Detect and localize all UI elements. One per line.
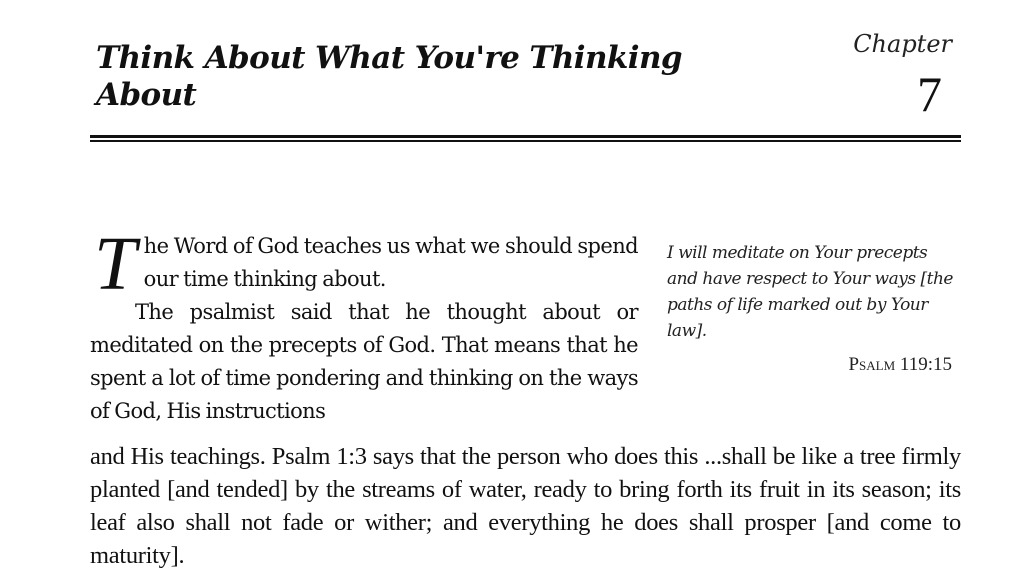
chapter-title: Think About What You're Thinking About (96, 40, 682, 113)
sidebar-quote: I will meditate on Your precepts and have respect to Your ways [the paths of life marked out by Your law]. (667, 243, 953, 341)
opening-paragraph-text: he Word of God teaches us what we should spend our time thinking about. (143, 234, 638, 291)
header-rule-thick (90, 135, 961, 138)
quote-reference-verse: 119:15 (899, 354, 952, 375)
drop-cap: T (94, 222, 136, 306)
header-rule-thin (90, 140, 961, 142)
chapter-label: Chapter (853, 30, 952, 58)
full-width-text (90, 440, 961, 572)
quote-reference-book: Psalm (848, 354, 896, 375)
quote-reference (848, 353, 952, 377)
opening-paragraph (90, 222, 638, 306)
chapter-number: 7 (917, 66, 942, 122)
second-paragraph-continuation: and His teachings. Psalm 1:3 says that the person who does this ...shall be like a tree firmly planted [and tended] by the streams of water, ready to bring forth its fruit in its season; its leaf also shall not fade or wither; and everything he does shall prosper [and come to maturity]. (90, 443, 961, 569)
second-paragraph-column-part: The psalmist said that he thought about or meditated on the precepts of God. That means that he spent a lot of time pondering and thinking on the ways of God, His instructions (90, 300, 638, 423)
main-column (90, 222, 638, 428)
